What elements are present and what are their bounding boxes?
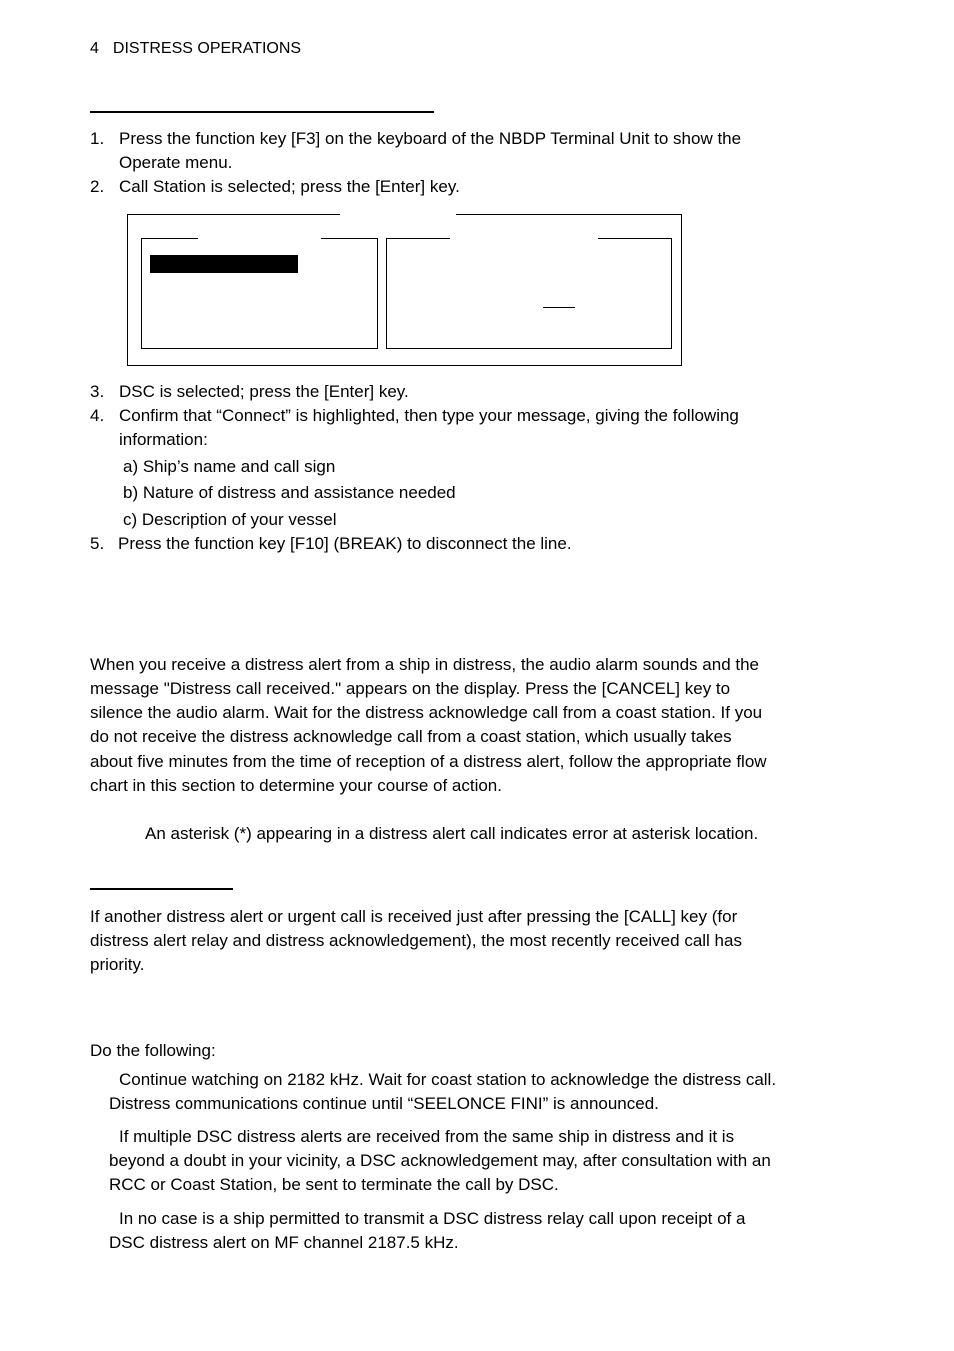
input-cursor — [543, 307, 575, 308]
pane-title-gap — [198, 237, 321, 241]
step-2-number: 2. — [90, 177, 105, 196]
step-1-line-2: Operate menu. — [119, 153, 233, 172]
sub-item-c: c) Description of your vessel — [123, 510, 337, 529]
figure-title-gap — [340, 213, 456, 217]
receiving-para-line-4: do not receive the distress acknowledge call from a coast station, which usually takes — [90, 727, 732, 746]
instruction-2-line-1: If multiple DSC distress alerts are received from the same ship in distress and it is — [119, 1127, 735, 1146]
pane-title-gap — [450, 237, 598, 241]
page-header — [90, 37, 301, 61]
priority-para-line-2: distress alert relay and distress acknowledgement), the most recently received call has — [90, 931, 742, 950]
operate-menu-figure — [127, 214, 682, 366]
sub-item-b: b) Nature of distress and assistance needed — [123, 483, 456, 502]
step-2-line-1: Call Station is selected; press the [Enter] key. — [119, 177, 460, 196]
step-4-line-1: Confirm that “Connect” is highlighted, then type your message, giving the following — [119, 406, 739, 425]
step-3-line-1: DSC is selected; press the [Enter] key. — [119, 382, 409, 401]
step-4-number: 4. — [90, 406, 105, 425]
asterisk-note: An asterisk (*) appearing in a distress alert call indicates error at asterisk location. — [145, 824, 759, 843]
section-title: DISTRESS OPERATIONS — [112, 40, 302, 57]
do-following-label: Do the following: — [90, 1041, 216, 1060]
receiving-para-line-5: about five minutes from the time of reception of a distress alert, follow the appropriate flow — [90, 752, 767, 771]
receiving-para-line-3: silence the audio alarm. Wait for the distress acknowledge call from a coast station. If you — [90, 703, 763, 722]
receiving-para-line-1: When you receive a distress alert from a ship in distress, the audio alarm sounds and the — [90, 655, 760, 674]
menu-pane-left — [141, 238, 378, 349]
section-number: 4 — [90, 40, 99, 57]
subheading-rule — [90, 888, 233, 890]
priority-para-line-3: priority. — [90, 955, 145, 974]
step-5-number: 5. — [90, 534, 105, 553]
heading-rule — [90, 111, 434, 113]
instruction-2-line-2: beyond a doubt in your vicinity, a DSC acknowledgement may, after consultation with an — [109, 1151, 771, 1170]
instruction-3-line-1: In no case is a ship permitted to transmit a DSC distress relay call upon receipt of a — [119, 1209, 746, 1228]
instruction-1-line-2: Distress communications continue until “SEELONCE FINI” is announced. — [109, 1094, 659, 1113]
step-1-number: 1. — [90, 129, 105, 148]
receiving-para-line-2: message "Distress call received." appears on the display. Press the [CANCEL] key to — [90, 679, 731, 698]
instruction-1-line-1: Continue watching on 2182 kHz. Wait for coast station to acknowledge the distress call. — [119, 1070, 777, 1089]
priority-para-line-1: If another distress alert or urgent call is received just after pressing the [CALL] key (for — [90, 907, 738, 926]
step-4-line-2: information: — [119, 430, 208, 449]
step-5-line-1: Press the function key [F10] (BREAK) to disconnect the line. — [118, 534, 572, 553]
highlighted-menu-item — [150, 255, 298, 273]
instruction-2-line-3: RCC or Coast Station, be sent to terminate the call by DSC. — [109, 1175, 559, 1194]
step-3-number: 3. — [90, 382, 105, 401]
sub-item-a: a) Ship’s name and call sign — [123, 457, 336, 476]
step-1-line-1: Press the function key [F3] on the keyboard of the NBDP Terminal Unit to show the — [119, 129, 742, 148]
instruction-3-line-2: DSC distress alert on MF channel 2187.5 kHz. — [109, 1233, 459, 1252]
receiving-para-line-6: chart in this section to determine your course of action. — [90, 776, 502, 795]
menu-pane-right — [386, 238, 672, 349]
